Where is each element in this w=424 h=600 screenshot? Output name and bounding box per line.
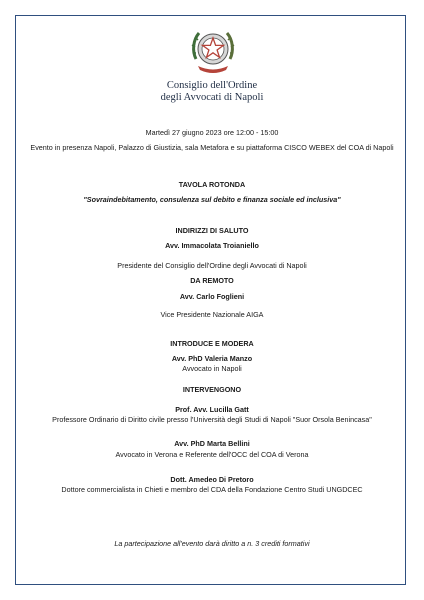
greeting-speaker-role: Presidente del Consiglio dell'Ordine degli Avvocati di Napoli <box>117 261 307 270</box>
remote-heading: DA REMOTO <box>190 276 234 285</box>
italian-republic-emblem-icon <box>190 25 236 77</box>
moderator-name: Avv. PhD Valeria Manzo <box>171 354 253 363</box>
round-table-heading: TAVOLA ROTONDA <box>178 180 246 189</box>
speaker-role: Professore Ordinario di Diritto civile presso l'Università degli Studi di Napoli "Suor Orsola Benincasa" <box>52 415 372 424</box>
remote-speaker-role: Vice Presidente Nazionale AIGA <box>160 310 264 319</box>
speakers-heading: INTERVENGONO <box>182 385 242 394</box>
credits-note: La partecipazione all'evento darà diritto a n. 3 crediti formativi <box>114 539 310 548</box>
moderator-heading: INTRODUCE E MODERA <box>170 339 254 348</box>
greeting-speaker-name: Avv. Immacolata Troianiello <box>165 241 259 250</box>
speaker-name: Prof. Avv. Lucilla Gatt <box>175 405 249 414</box>
speaker-name: Avv. PhD Marta Bellini <box>174 439 250 448</box>
moderator-role: Avvocato in Napoli <box>182 364 242 373</box>
organization-name-line2: degli Avvocati di Napoli <box>160 92 264 103</box>
speaker-role: Avvocato in Verona e Referente dell'OCC del COA di Verona <box>115 450 309 459</box>
remote-speaker-name: Avv. Carlo Foglieni <box>179 292 245 301</box>
event-venue: Evento in presenza Napoli, Palazzo di Giustizia, sala Metafora e su piattaforma CISCO WEBEX del COA di Napoli <box>30 143 394 152</box>
speaker-name: Dott. Amedeo Di Pretoro <box>170 475 254 484</box>
round-table-title: "Sovraindebitamento, consulenza sul debito e finanza sociale ed inclusiva" <box>83 195 341 204</box>
organization-name-line1: Consiglio dell'Ordine <box>166 80 258 91</box>
greetings-heading: INDIRIZZI DI SALUTO <box>175 226 249 235</box>
speaker-role: Dottore commercialista in Chieti e membro del CDA della Fondazione Centro Studi UNGDCEC <box>61 485 363 494</box>
event-date-time: Martedì 27 giugno 2023 ore 12:00 - 15:00 <box>145 128 279 137</box>
